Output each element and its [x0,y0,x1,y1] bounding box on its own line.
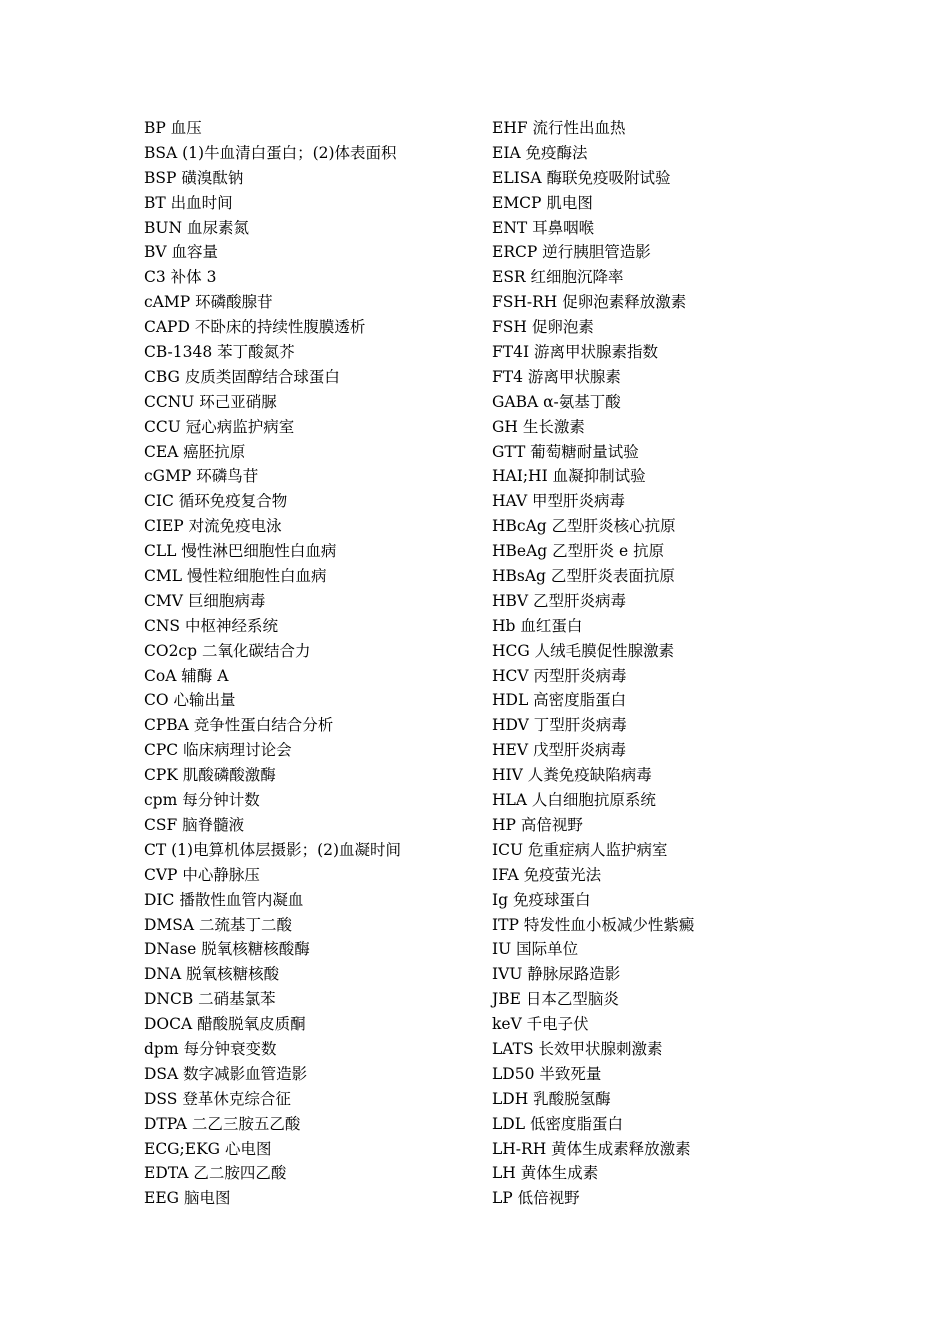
glossary-entry: HP 高倍视野 [492,815,583,834]
glossary-entry: EIA 免疫酶法 [492,143,588,162]
glossary-entry: GTT 葡萄糖耐量试验 [492,442,639,461]
glossary-entry: CPBA 竞争性蛋白结合分析 [144,716,334,735]
glossary-entry: CAPD 不卧床的持续性腹膜透析 [144,318,366,337]
glossary-entry: HBeAg 乙型肝炎 e 抗原 [492,542,665,561]
glossary-entry: CO 心输出量 [144,691,236,710]
glossary-entry: GABA α-氨基丁酸 [492,392,621,411]
glossary-entry: HLA 人白细胞抗原系统 [492,791,656,810]
glossary-entry: EMCP 肌电图 [492,193,593,212]
glossary-entry: CEA 癌胚抗原 [144,442,246,461]
glossary-entry: HEV 戊型肝炎病毒 [492,741,626,760]
glossary-entry: DSS 登革休克综合征 [144,1089,291,1108]
glossary-entry: EHF 流行性出血热 [492,119,626,137]
glossary-entry: EDTA 乙二胺四乙酸 [144,1164,287,1183]
glossary-entry: CCU 冠心病监护病室 [144,417,295,436]
glossary-entry: HCG 人绒毛膜促性腺激素 [492,641,675,660]
glossary-entry: LD50 半致死量 [492,1064,602,1083]
glossary-entry: LH-RH 黄体生成素释放激素 [492,1139,691,1158]
glossary-entry: FSH 促卵泡素 [492,318,594,337]
glossary-entry: IVU 静脉尿路造影 [492,965,621,984]
glossary-entry: cGMP 环磷鸟苷 [144,467,259,486]
glossary-entry: LH 黄体生成素 [492,1164,599,1183]
glossary-entry: CMV 巨细胞病毒 [144,591,266,610]
glossary-entry: C3 补体 3 [144,268,217,287]
glossary-entry: ERCP 逆行胰胆管造影 [492,243,651,262]
glossary-entry: LDH 乳酸脱氢酶 [492,1089,611,1108]
glossary-entry: CT (1)电算机体层摄影；(2)血凝时间 [144,840,402,859]
glossary-entry: LATS 长效甲状腺刺激素 [492,1039,663,1058]
glossary-entry: BT 出血时间 [144,193,233,212]
glossary-entry: HAI;HI 血凝抑制试验 [492,467,646,486]
glossary-entry: IFA 免疫萤光法 [492,865,602,884]
glossary-entry: CO2cp 二氧化碳结合力 [144,641,311,660]
glossary-entry: Hb 血红蛋白 [492,616,583,635]
glossary-entry: CPC 临床病理讨论会 [144,741,292,760]
glossary-entry: JBE 日本乙型脑炎 [492,990,619,1009]
glossary-entry: DSA 数字减影血管造影 [144,1064,308,1083]
glossary-entry: HBcAg 乙型肝炎核心抗原 [492,517,676,536]
glossary-entry: HBsAg 乙型肝炎表面抗原 [492,567,675,586]
glossary-entry: CoA 辅酶 A [144,666,229,685]
glossary-entry: BSA (1)牛血清白蛋白；(2)体表面积 [144,143,397,162]
glossary-entry: cAMP 环磷酸腺苷 [144,293,273,312]
glossary-entry: DOCA 醋酸脱氧皮质酮 [144,1015,306,1034]
glossary-entry: ITP 特发性血小板减少性紫癜 [492,915,695,934]
glossary-entry: CSF 脑脊髓液 [144,815,245,834]
glossary-entry: cpm 每分钟计数 [144,791,260,810]
glossary-entry: CLL 慢性淋巴细胞性白血病 [144,542,337,561]
glossary-entry: ICU 危重症病人监护病室 [492,840,668,859]
glossary-entry: ESR 红细胞沉降率 [492,268,624,287]
glossary-entry: Ig 免疫球蛋白 [492,890,591,909]
glossary-entry: GH 生长激素 [492,417,585,436]
glossary-entry: IU 国际单位 [492,940,579,959]
glossary-entry: HDL 高密度脂蛋白 [492,691,627,710]
glossary-entry: CPK 肌酸磷酸激酶 [144,766,276,785]
glossary-entry: ENT 耳鼻咽喉 [492,218,595,237]
glossary-entry: HDV 丁型肝炎病毒 [492,716,627,735]
glossary-entry: HAV 甲型肝炎病毒 [492,492,626,511]
right-column [492,116,832,1211]
glossary-entry: HBV 乙型肝炎病毒 [492,591,627,610]
glossary-entry: DIC 播散性血管内凝血 [144,890,304,909]
glossary-entry: CIC 循环免疫复合物 [144,492,288,511]
glossary-entry: DNase 脱氧核糖核酸酶 [144,940,310,959]
glossary-entry: BV 血容量 [144,243,219,262]
glossary-entry: CB-1348 苯丁酸氮芥 [144,343,295,362]
glossary-entry: HCV 丙型肝炎病毒 [492,666,627,685]
glossary-entry: BUN 血尿素氮 [144,218,249,237]
glossary-entry: DMSA 二巯基丁二酸 [144,915,293,934]
glossary-entry: DTPA 二乙三胺五乙酸 [144,1114,301,1133]
glossary-entry: ELISA 酶联免疫吸附试验 [492,168,671,187]
glossary-entry: LDL 低密度脂蛋白 [492,1114,623,1133]
glossary-entry: EEG 脑电图 [144,1189,231,1208]
glossary-entry: dpm 每分钟衰变数 [144,1039,277,1058]
glossary-entry: CVP 中心静脉压 [144,865,260,884]
glossary-entry: LP 低倍视野 [492,1189,580,1208]
glossary-entry: CNS 中枢神经系统 [144,616,278,635]
glossary-entry: BSP 磺溴酞钠 [144,168,244,187]
glossary-entry: CCNU 环己亚硝脲 [144,392,277,411]
glossary-entry: DNCB 二硝基氯苯 [144,990,276,1009]
glossary-entry: CBG 皮质类固醇结合球蛋白 [144,367,340,386]
glossary-entry: CML 慢性粒细胞性白血病 [144,567,327,586]
left-column [144,116,484,1211]
glossary-entry: BP 血压 [144,119,202,137]
glossary-entry: CIEP 对流免疫电泳 [144,517,282,536]
glossary-entry: DNA 脱氧核糖核酸 [144,965,280,984]
glossary-entry: ECG;EKG 心电图 [144,1139,272,1158]
glossary-entry: FT4 游离甲状腺素 [492,367,621,386]
glossary-entry: FT4I 游离甲状腺素指数 [492,343,659,362]
glossary-entry: keV 千电子伏 [492,1015,589,1034]
glossary-entry: FSH-RH 促卵泡素释放激素 [492,293,687,312]
glossary-entry: HIV 人粪免疫缺陷病毒 [492,766,652,785]
